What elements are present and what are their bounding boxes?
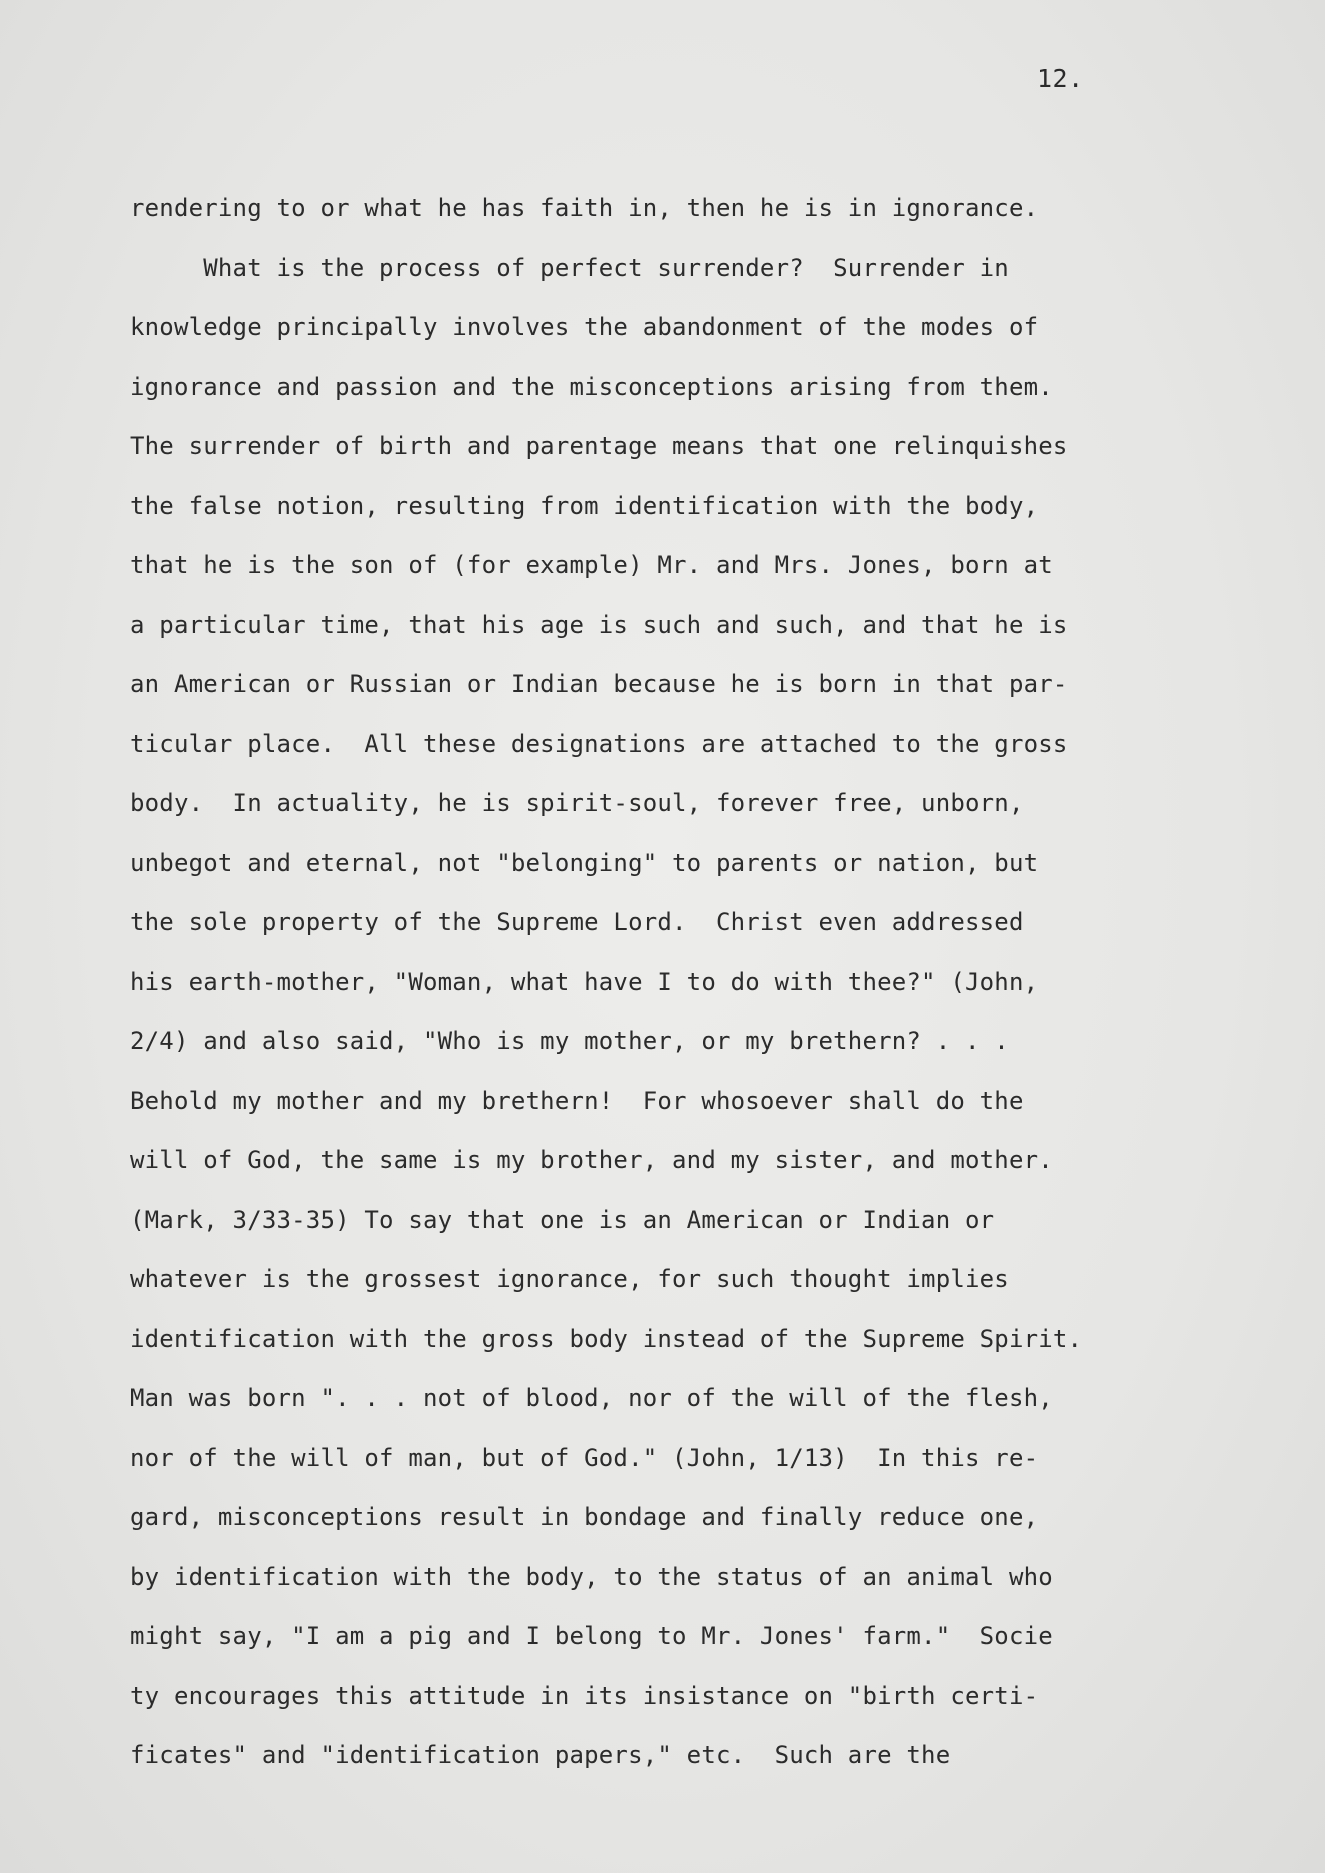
text-line: knowledge principally involves the abandonment of the modes of [130,313,1039,341]
text-line: rendering to or what he has faith in, then he is in ignorance. [130,194,1039,222]
text-line: that he is the son of (for example) Mr. and Mrs. Jones, born at [130,551,1053,579]
page-number: 12. [1037,64,1084,93]
text-line: might say, "I am a pig and I belong to Mr. Jones' farm." Socie [130,1622,1053,1650]
text-line: whatever is the grossest ignorance, for such thought implies [130,1265,1009,1293]
text-line: a particular time, that his age is such and such, and that he is [130,610,1068,639]
text-line: ficates" and "identification papers," etc. Such are the [130,1741,951,1769]
text-line: ty encourages this attitude in its insistance on "birth certi- [130,1681,1039,1710]
text-line: gard, misconceptions result in bondage and finally reduce one, [130,1503,1039,1531]
text-line: his earth-mother, "Woman, what have I to do with thee?" (John, [130,967,1039,996]
text-line: identification with the gross body instead of the Supreme Spirit. [130,1324,1083,1353]
text-line: Man was born ". . . not of blood, nor of the will of the flesh, [130,1384,1053,1412]
text-line: will of God, the same is my brother, and my sister, and mother. [130,1146,1053,1174]
text-line: body. In actuality, he is spirit-soul, forever free, unborn, [130,789,1024,817]
text-line: unbegot and eternal, not "belonging" to parents or nation, but [130,848,1039,877]
text-line: an American or Russian or Indian because he is born in that par- [130,670,1068,698]
text-line: ticular place. All these designations are attached to the gross [130,729,1068,758]
text-line: Behold my mother and my brethern! For whosoever shall do the [130,1086,1024,1115]
text-line: ignorance and passion and the misconceptions arising from them. [130,372,1053,401]
body-text [130,188,1240,1795]
text-line: nor of the will of man, but of God." (John, 1/13) In this re- [130,1443,1039,1472]
text-line: the false notion, resulting from identification with the body, [130,491,1039,520]
text-line: the sole property of the Supreme Lord. Christ even addressed [130,908,1024,936]
text-line: The surrender of birth and parentage means that one relinquishes [130,432,1068,460]
text-line: What is the process of perfect surrender? Surrender in [130,253,1009,282]
text-line: (Mark, 3/33-35) To say that one is an American or Indian or [130,1205,995,1234]
text-line: 2/4) and also said, "Who is my mother, or my brethern? . . . [130,1027,1009,1055]
text-line: by identification with the body, to the status of an animal who [130,1562,1053,1591]
